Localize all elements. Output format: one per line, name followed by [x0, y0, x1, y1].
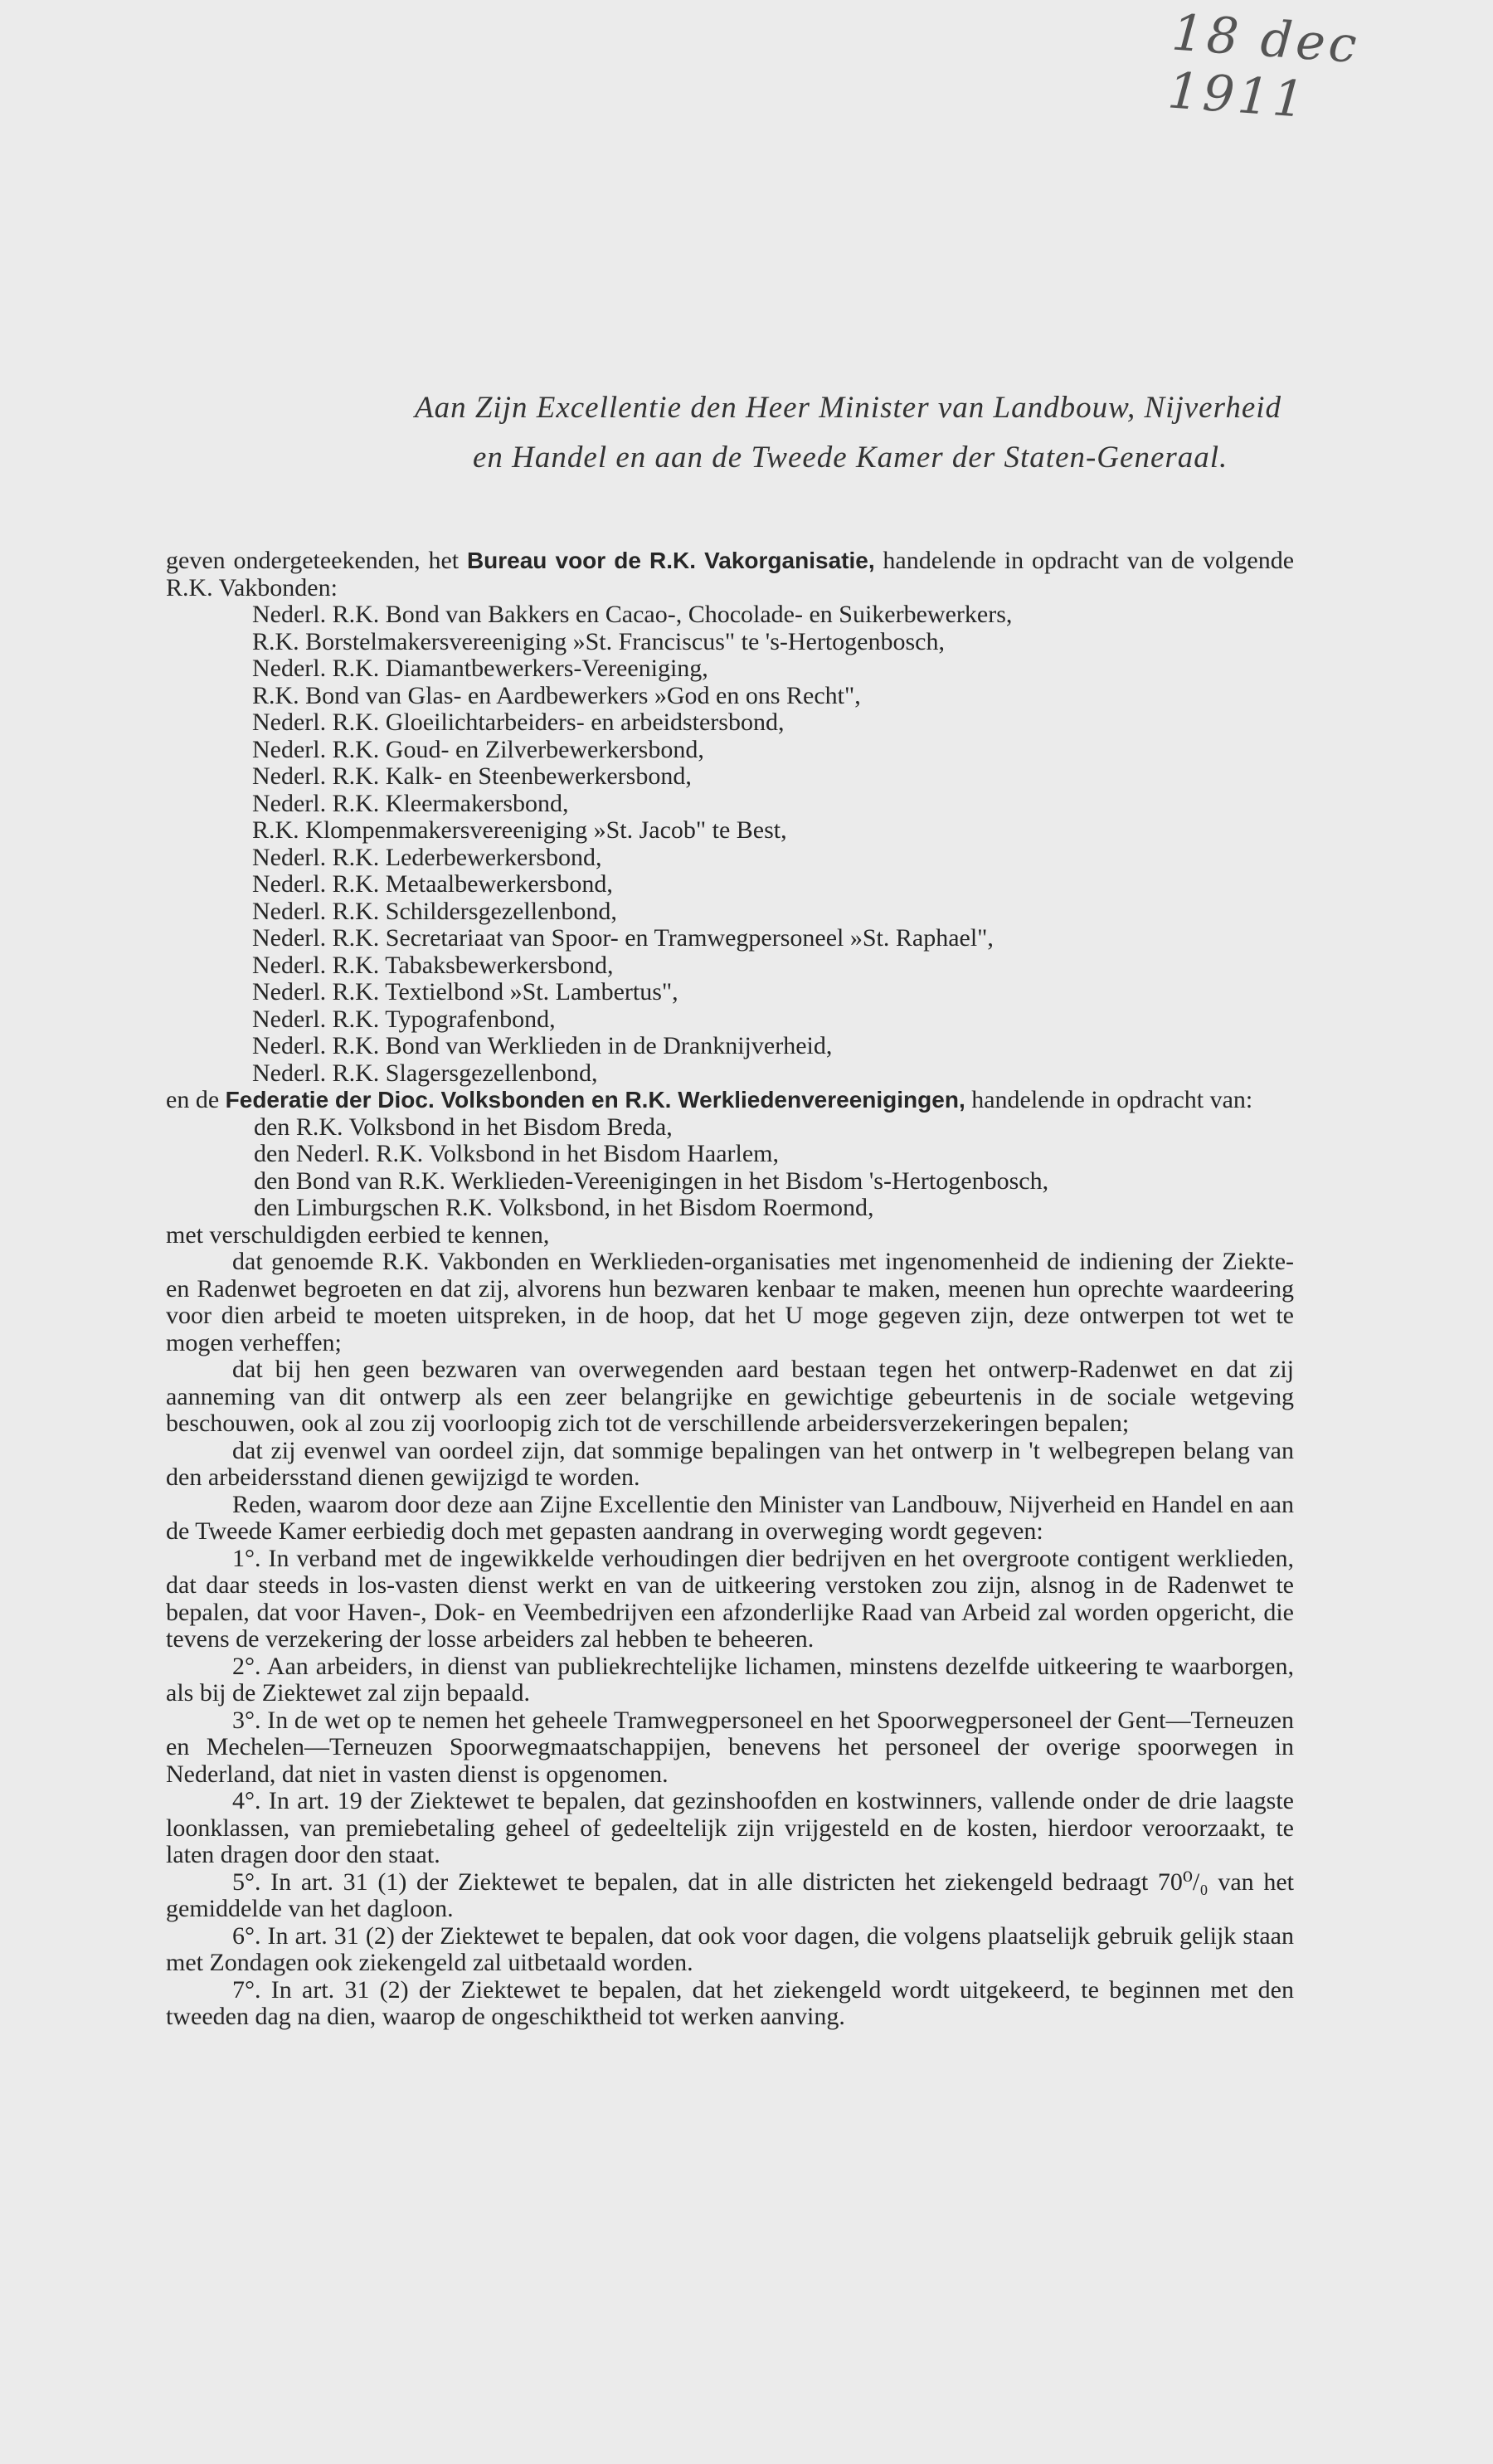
union-list [166, 601, 1294, 1087]
union-list-item: R.K. Borstelmakersvereeniging »St. Franciscus" te 's-Hertogenbosch, [252, 627, 945, 655]
union-list-item: Nederl. R.K. Kleermakersbond, [252, 789, 569, 817]
body-paragraph: 6°. In art. 31 (2) der Ziektewet te bepalen, dat ook voor dagen, die volgens plaatselijk gebruik gelijk staan met Zondagen ook ziekengeld zal uitbetaald worden. [166, 1921, 1294, 1976]
volksbond-list-item: den R.K. Volksbond in het Bisdom Breda, [254, 1113, 673, 1141]
union-list-item: Nederl. R.K. Slagersgezellenbond, [252, 1059, 598, 1087]
volksbond-list-item: den Nederl. R.K. Volksbond in het Bisdom Haarlem, [254, 1140, 779, 1167]
intro-post: handelende in opdracht van de volgende R.K. Vakbonden: [166, 547, 1295, 601]
union-list-item: Nederl. R.K. Typografenbond, [252, 1005, 556, 1033]
union-list-item: R.K. Bond van Glas- en Aardbewerkers »God en ons Recht", [252, 681, 861, 709]
union-list-item: Nederl. R.K. Schildersgezellenbond, [252, 897, 617, 925]
volksbond-list [166, 1114, 1294, 1222]
body-paragraph: 3°. In de wet op te nemen het geheele Tramwegpersoneel en het Spoorwegpersoneel der Gent—Terneuzen en Mechelen—Terneuzen Spoorwegmaatschappijen, benevens het personeel der overige spoorwegen in Nederland, dat niet in vasten dienst is opgenomen. [166, 1706, 1294, 1788]
body-paragraph: met verschuldigden eerbied te kennen, [166, 1220, 550, 1249]
body-paragraph: dat bij hen geen bezwaren van overwegenden aard bestaan tegen het ontwerp-Radenwet en dat zij aanneming van dit ontwerp als een zeer belangrijke en gewichtige gebeurtenis in de sociale wetgeving beschouwen, ook al zou zij voorloopig zich tot de verschillende arbeidersverzekeringen bepalen; [166, 1356, 1294, 1437]
body-paragraph: 5°. In art. 31 (1) der Ziektewet te bepalen, dat in alle districten het ziekengeld bedraagt 70⁰/₀ van het gemiddelde van het dagloon. [166, 1867, 1294, 1922]
union-list-item: Nederl. R.K. Bond van Bakkers en Cacao-, Chocolade- en Suikerbewerkers, [252, 601, 1013, 628]
union-list-item: Nederl. R.K. Bond van Werklieden in de Dranknijverheid, [252, 1032, 833, 1059]
address-line-1: Aan Zijn Excellentie den Heer Minister van Landbouw, Nijverheid [415, 391, 1282, 425]
body-paragraph: dat zij evenwel van oordeel zijn, dat sommige bepalingen van het ontwerp in 't welbegrepen belang van den arbeidersstand dienen gewijzigd te worden. [166, 1436, 1294, 1491]
union-list-item: Nederl. R.K. Lederbewerkersbond, [252, 843, 602, 871]
body-paragraph: 1°. In verband met de ingewikkelde verhoudingen dier bedrijven en het overgroote contigent werklieden, dat daar steeds in los-vasten dienst werkt en van de uitkeering verstoken zou zijn, alsnog in de Radenwet te bepalen, dat voor Haven-, Dok- en Veembedrijven een afzonderlijke Raad van Arbeid zal worden opgericht, die tevens de verzekering der losse arbeiders zal hebben te beheeren. [166, 1544, 1294, 1653]
volksbond-list-item: den Limburgschen R.K. Volksbond, in het Bisdom Roermond, [254, 1194, 874, 1221]
volksbond-list-item: den Bond van R.K. Werklieden-Vereenigingen in het Bisdom 's-Hertogenbosch, [254, 1166, 1049, 1195]
body-paragraph: Reden, waarom door deze aan Zijne Excellentie den Minister van Landbouw, Nijverheid en Handel en aan de Tweede Kamer eerbiedig doch met gepasten aandrang in overweging wordt gegeven: [166, 1490, 1294, 1545]
union-list-item: Nederl. R.K. Metaalbewerkersbond, [252, 870, 613, 898]
union-list-item: Nederl. R.K. Secretariaat van Spoor- en Tramwegpersoneel »St. Raphael", [252, 924, 994, 952]
federation-name: Federatie der Dioc. Volksbonden en R.K. Werkliedenvereenigingen, [225, 1087, 965, 1113]
bureau-name: Bureau voor de R.K. Vakorganisatie, [466, 548, 875, 573]
union-list-item: Nederl. R.K. Kalk- en Steenbewerkersbond, [252, 762, 692, 790]
handwritten-date-annotation: 18 dec 1911 [1165, 3, 1362, 129]
address-line-2: en Handel en aan de Tweede Kamer der Staten-Generaal. [473, 441, 1228, 475]
union-list-item: R.K. Klompenmakersvereeniging »St. Jacob" te Best, [252, 816, 787, 844]
body-paragraph: dat genoemde R.K. Vakbonden en Werklieden-organisaties met ingenomenheid de indiening der Ziekte- en Radenwet begroeten en dat zij, alvorens hun bezwaren kenbaar te maken, meenen hun oprechte waardeering voor dien arbeid te moeten uitspreken, in de hoop, dat het U moge gegeven zijn, deze ontwerpen tot wet te mogen verheffen; [166, 1248, 1294, 1356]
intro-paragraph [166, 548, 1294, 601]
union-list-item: Nederl. R.K. Goud- en Zilverbewerkersbond, [252, 735, 704, 763]
federation-pre: en de [166, 1086, 220, 1113]
federation-post: handelende in opdracht van: [971, 1086, 1253, 1113]
intro-pre: geven ondergeteekenden, het [166, 547, 460, 574]
address-heading [415, 383, 1327, 483]
petition-paragraphs [166, 1222, 1294, 2031]
union-list-item: Nederl. R.K. Gloeilichtarbeiders- en arbeidstersbond, [252, 709, 785, 736]
body-paragraph: 4°. In art. 19 der Ziektewet te bepalen, dat gezinshoofden en kostwinners, vallende onder de drie laagste loonklassen, van premiebetaling geheel of gedeeltelijk zijn vrijgesteld en de kosten, hierdoor veroorzaakt, te laten dragen door den staat. [166, 1787, 1294, 1868]
union-list-item: Nederl. R.K. Tabaksbewerkersbond, [252, 951, 614, 979]
body-paragraph: 7°. In art. 31 (2) der Ziektewet te bepalen, dat het ziekengeld wordt uitgekeerd, te beginnen met den tweeden dag na dien, waarop de ongeschiktheid tot werken aanving. [166, 1975, 1294, 2030]
union-list-item: Nederl. R.K. Textielbond »St. Lambertus", [252, 978, 678, 1006]
union-list-item: Nederl. R.K. Diamantbewerkers-Vereeniging, [252, 655, 708, 682]
document-body [166, 548, 1294, 2031]
body-paragraph: 2°. Aan arbeiders, in dienst van publiekrechtelijke lichamen, minstens dezelfde uitkeering te waarborgen, als bij de Ziektewet zal zijn bepaald. [166, 1652, 1294, 1707]
federation-paragraph [166, 1087, 1294, 1114]
